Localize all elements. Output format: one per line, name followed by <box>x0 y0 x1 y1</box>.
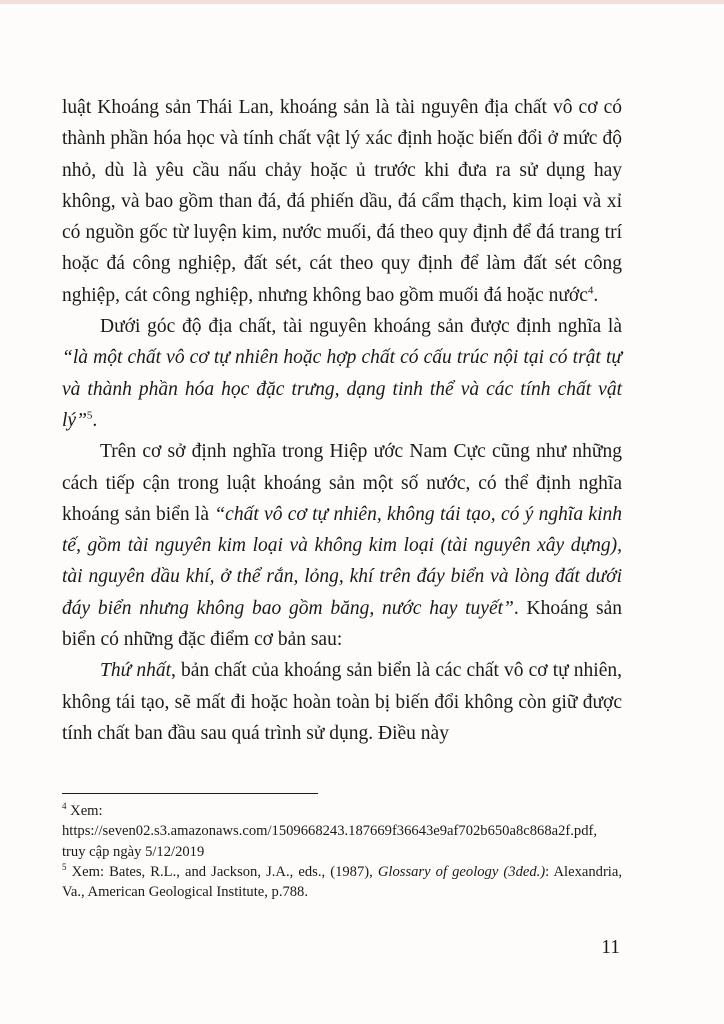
footnote-5-tail: : Alexandria, Va., American Geological Institute, p.788. <box>62 863 622 901</box>
paragraph-2 <box>62 311 622 436</box>
footnote-5 <box>62 862 622 903</box>
footnote-5-mark: 5 <box>62 862 67 873</box>
paragraph-1-end: . <box>593 284 599 306</box>
footnote-ref-5[interactable]: 5 <box>86 409 93 422</box>
footnote-ref-4[interactable]: 4 <box>587 284 594 297</box>
footnote-4-url[interactable]: https://seven02.s3.amazonaws.com/1509668243.187669f36643e9af702b650a8c868a2f.pdf <box>62 823 594 840</box>
page-edge-strip <box>0 0 724 4</box>
footnotes <box>62 801 622 902</box>
main-text <box>62 92 622 749</box>
paragraph-4-rest: , bản chất của khoáng sản biển là các chất vô cơ tự nhiên, không tái tạo, sẽ mất đi hoặc hoàn toàn bị biến đổi không còn giữ được tính chất ban đầu sau quá trình sử dụng. Điều này <box>62 660 622 744</box>
footnote-5-title: Glossary of geology (3ded.) <box>377 863 546 880</box>
paragraph-1 <box>62 92 622 311</box>
footnote-4-mark: 4 <box>62 801 67 812</box>
paragraph-3-quote: “chất vô cơ tự nhiên, không tái tạo, có ý nghĩa kinh tế, gồm tài nguyên kim loại và không kim loại (tài nguyên xây dựng), tài nguyên dầu khí, ở thể rắn, lỏng, khí trên đáy biển và lòng đất dưới đáy biển nhưng không bao gồm băng, nước hay tuyết” <box>62 503 622 619</box>
paragraph-3 <box>62 436 622 655</box>
footnote-4-access: , truy cập ngày 5/12/2019 <box>62 823 598 860</box>
footnote-4 <box>62 801 622 862</box>
paragraph-1-text: luật Khoáng sản Thái Lan, khoáng sản là tài nguyên địa chất vô cơ có thành phần hóa học và tính chất vật lý xác định hoặc biến đổi ở mức độ nhỏ, dù là yêu cầu nấu chảy hoặc ủ trước khi đưa ra sử dụng hay không, và bao gồm than đá, đá phiến dầu, đá cẩm thạch, kim loại và xỉ có nguồn gốc từ luyện kim, nước muối, đá theo quy định để đá trang trí hoặc đá công nghiệp, đất sét, cát theo quy định để làm đất sét công nghiệp, cát công nghiệp, nhưng không bao gồm muối đá hoặc nước <box>62 97 622 306</box>
page-number: 11 <box>601 937 620 958</box>
footnote-divider <box>62 793 318 794</box>
footnote-4-label: Xem: <box>66 803 103 819</box>
paragraph-4-lead: Thứ nhất <box>100 660 171 682</box>
paragraph-2-end: . <box>92 409 98 431</box>
paragraph-2-quote: “là một chất vô cơ tự nhiên hoặc hợp chất có cấu trúc nội tại có trật tự và thành phần hóa học đặc trưng, dạng tinh thể và các tính chất vật lý” <box>62 347 622 431</box>
paragraph-4 <box>62 655 622 749</box>
paragraph-3-tail: . Khoáng sản biển có những đặc điểm cơ bản sau: <box>62 597 622 651</box>
paragraph-3-lead: Trên cơ sở định nghĩa trong Hiệp ước Nam Cực cũng như những cách tiếp cận trong luật khoáng sản một số nước, có thể định nghĩa khoáng sản biển là <box>62 441 622 525</box>
paragraph-2-lead: Dưới góc độ địa chất, tài nguyên khoáng sản được định nghĩa là <box>100 316 622 338</box>
footnote-5-lead: Xem: Bates, R.L., and Jackson, J.A., eds., (1987), <box>66 863 378 880</box>
